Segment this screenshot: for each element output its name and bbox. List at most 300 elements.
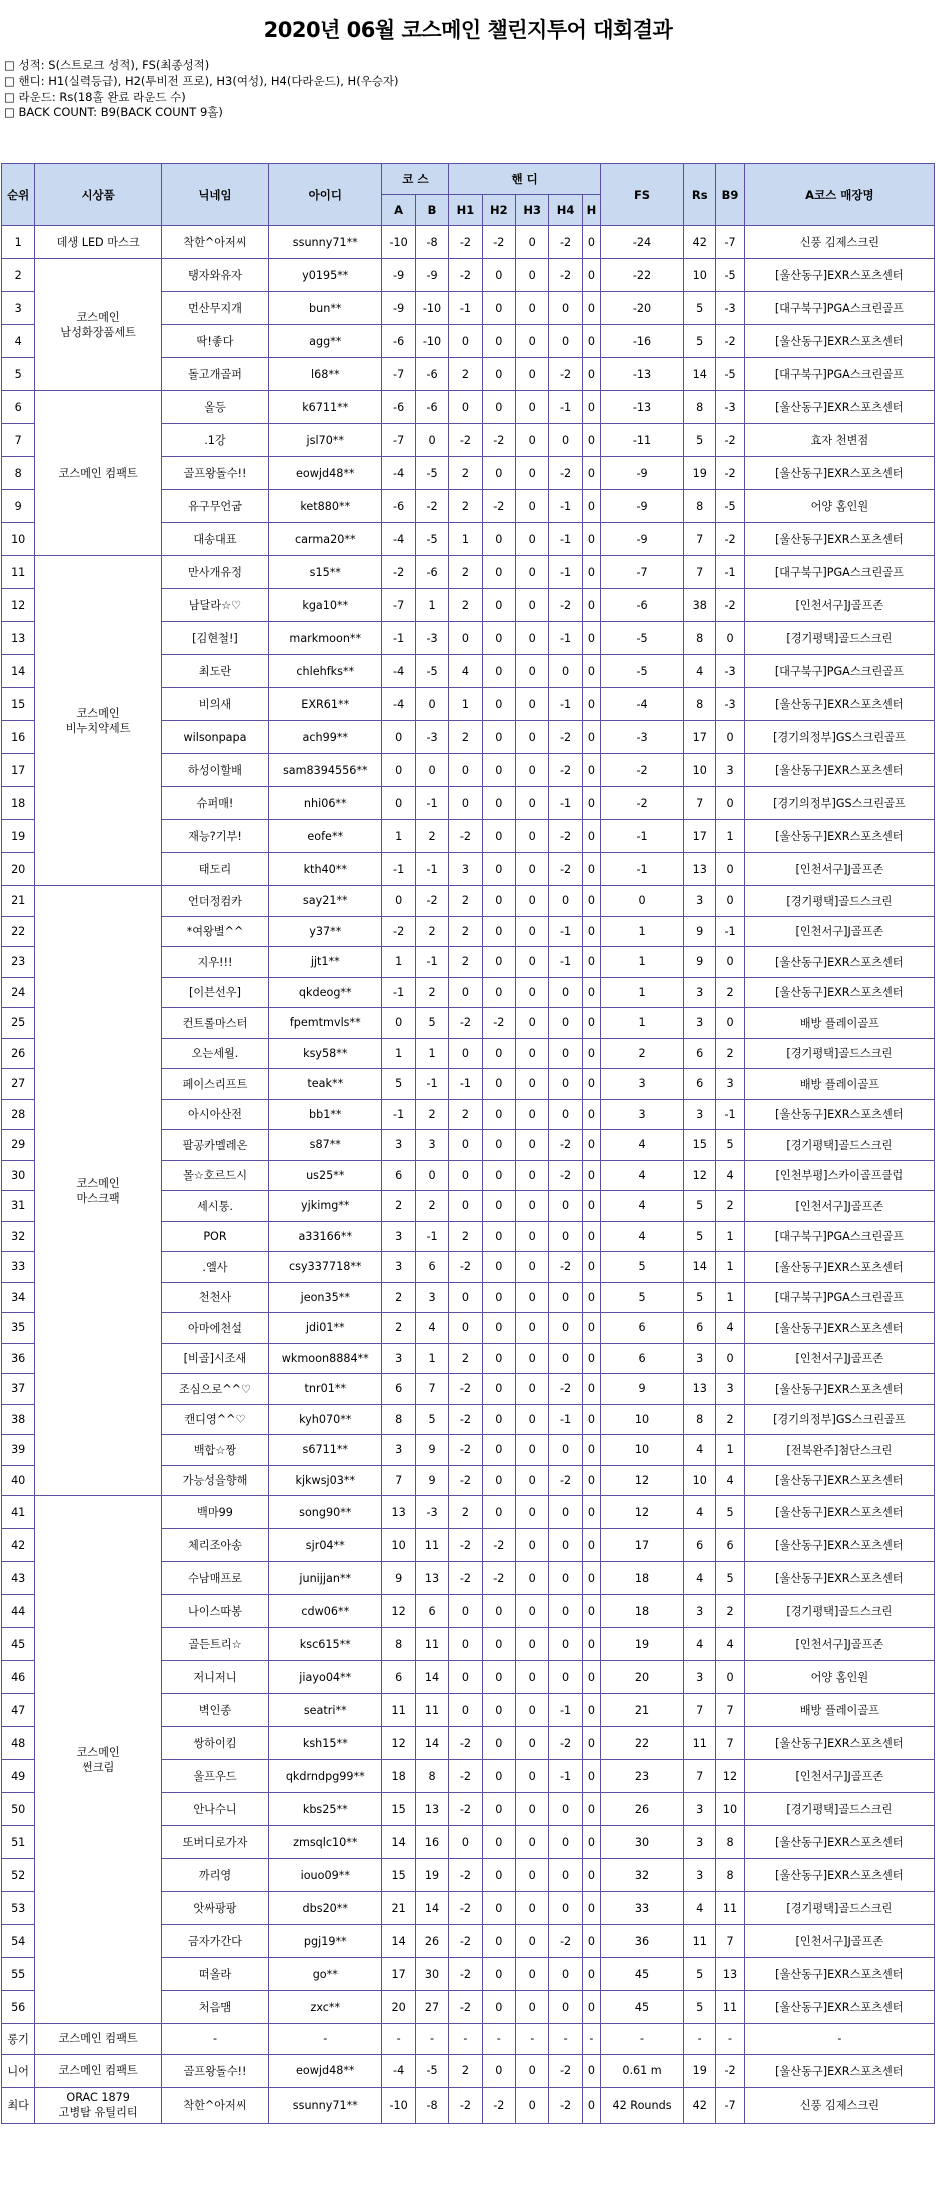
b9-cell: -5 xyxy=(716,259,744,292)
nickname-cell: 언더정컴카 xyxy=(161,886,268,917)
h2-cell: 0 xyxy=(482,1313,515,1344)
b9-cell: 5 xyxy=(716,1562,744,1595)
fs-cell: 1 xyxy=(601,947,684,978)
h-cell: 0 xyxy=(582,886,600,917)
store-cell: [울산동구]EXR스포츠센터 xyxy=(744,977,934,1008)
h1-cell: 2 xyxy=(449,947,482,978)
store-cell: [경기평택]골드스크린 xyxy=(744,1130,934,1161)
b9-cell: 0 xyxy=(716,853,744,886)
rank-cell: 31 xyxy=(2,1191,35,1222)
prize-label: 코스메인 남성화장품세트 xyxy=(60,310,136,339)
h-cell: 0 xyxy=(582,325,600,358)
h1-cell: -2 xyxy=(449,820,482,853)
id-cell: kth40** xyxy=(269,853,382,886)
store-cell: [인천서구]J골프존 xyxy=(744,1343,934,1374)
h-cell: 0 xyxy=(582,916,600,947)
b-cell: 5 xyxy=(415,1008,448,1039)
store-cell: [인천서구]J골프존 xyxy=(744,853,934,886)
h2-cell: -2 xyxy=(482,2087,515,2123)
store-cell: [인천서구]J골프존 xyxy=(744,1628,934,1661)
rank-cell: 5 xyxy=(2,358,35,391)
h4-cell: -2 xyxy=(549,2054,582,2087)
store-cell: 어양 홈인원 xyxy=(744,490,934,523)
h3-cell: 0 xyxy=(516,1313,549,1344)
rank-cell: 52 xyxy=(2,1859,35,1892)
h3-cell: 0 xyxy=(516,1991,549,2024)
rank-cell: 28 xyxy=(2,1099,35,1130)
header-b: B xyxy=(415,195,448,226)
b9-cell: -5 xyxy=(716,358,744,391)
h2-cell: - xyxy=(482,2024,515,2055)
h2-cell: 0 xyxy=(482,655,515,688)
store-cell: [울산동구]EXR스포츠센터 xyxy=(744,325,934,358)
h2-cell: 0 xyxy=(482,1099,515,1130)
a-cell: 10 xyxy=(382,1529,415,1562)
store-cell: [울산동구]EXR스포츠센터 xyxy=(744,1496,934,1529)
rank-cell: 6 xyxy=(2,391,35,424)
h4-cell: 0 xyxy=(549,1099,582,1130)
b9-cell: 2 xyxy=(716,1038,744,1069)
rank-cell: 54 xyxy=(2,1925,35,1958)
store-cell: [울산동구]EXR스포츠센터 xyxy=(744,1465,934,1496)
store-cell: [울산동구]EXR스포츠센터 xyxy=(744,1958,934,1991)
h1-cell: 2 xyxy=(449,1221,482,1252)
store-cell: [인천서구]J골프존 xyxy=(744,1925,934,1958)
fs-cell: 5 xyxy=(601,1282,684,1313)
b-cell: 2 xyxy=(415,1191,448,1222)
store-cell: 배방 플레이골프 xyxy=(744,1694,934,1727)
id-cell: iouo09** xyxy=(269,1859,382,1892)
h3-cell: 0 xyxy=(516,391,549,424)
a-cell: -7 xyxy=(382,358,415,391)
fs-cell: -11 xyxy=(601,424,684,457)
fs-cell: 12 xyxy=(601,1496,684,1529)
h4-cell: -1 xyxy=(549,1404,582,1435)
h-cell: 0 xyxy=(582,1793,600,1826)
b-cell: -1 xyxy=(415,1221,448,1252)
h-cell: 0 xyxy=(582,1130,600,1161)
rs-cell: 42 xyxy=(684,2087,716,2123)
nickname-cell: [비골]시조새 xyxy=(161,1343,268,1374)
rank-cell: 22 xyxy=(2,916,35,947)
fs-cell: 3 xyxy=(601,1099,684,1130)
nickname-cell: 앗싸팡팡 xyxy=(161,1892,268,1925)
nickname-cell: 착한^아저씨 xyxy=(161,2087,268,2123)
rs-cell: 19 xyxy=(684,2054,716,2087)
store-cell: [전북완주]첨단스크린 xyxy=(744,1435,934,1466)
h2-cell: 0 xyxy=(482,1221,515,1252)
a-cell: 18 xyxy=(382,1760,415,1793)
rank-cell: 니어 xyxy=(2,2054,35,2087)
h2-cell: 0 xyxy=(482,391,515,424)
a-cell: 3 xyxy=(382,1435,415,1466)
rs-cell: 3 xyxy=(684,1793,716,1826)
store-cell: [경기평택]골드스크린 xyxy=(744,1595,934,1628)
h3-cell: 0 xyxy=(516,1038,549,1069)
h1-cell: -2 xyxy=(449,1008,482,1039)
h3-cell: 0 xyxy=(516,1529,549,1562)
note-handicap: □ 핸디: H1(실력등급), H2(투비전 프로), H3(여성), H4(다라운드), H(우승자) xyxy=(4,73,399,88)
nickname-cell: 처음맴 xyxy=(161,1991,268,2024)
h1-cell: -2 xyxy=(449,1727,482,1760)
b-cell: -2 xyxy=(415,490,448,523)
h1-cell: 0 xyxy=(449,787,482,820)
fs-cell: -20 xyxy=(601,292,684,325)
rs-cell: - xyxy=(684,2024,716,2055)
fs-cell: 30 xyxy=(601,1826,684,1859)
b-cell: 14 xyxy=(415,1661,448,1694)
id-cell: us25** xyxy=(269,1160,382,1191)
rank-cell: 25 xyxy=(2,1008,35,1039)
id-cell: eowjd48** xyxy=(269,457,382,490)
h4-cell: -2 xyxy=(549,1727,582,1760)
b-cell: 2 xyxy=(415,820,448,853)
rank-cell: 37 xyxy=(2,1374,35,1405)
fs-cell: 4 xyxy=(601,1160,684,1191)
h2-cell: 0 xyxy=(482,1826,515,1859)
a-cell: 0 xyxy=(382,886,415,917)
fs-cell: -13 xyxy=(601,358,684,391)
rank-cell: 50 xyxy=(2,1793,35,1826)
h-cell: 0 xyxy=(582,1694,600,1727)
a-cell: 3 xyxy=(382,1221,415,1252)
b9-cell: 8 xyxy=(716,1826,744,1859)
store-cell: [인천서구]J골프존 xyxy=(744,1191,934,1222)
h4-cell: 0 xyxy=(549,1282,582,1313)
h-cell: 0 xyxy=(582,1221,600,1252)
nickname-cell: - xyxy=(161,2024,268,2055)
a-cell: -4 xyxy=(382,688,415,721)
h2-cell: 0 xyxy=(482,622,515,655)
b9-cell: 7 xyxy=(716,1727,744,1760)
header-b9: B9 xyxy=(716,164,744,226)
h4-cell: 0 xyxy=(549,1859,582,1892)
header-h3: H3 xyxy=(516,195,549,226)
rs-cell: 10 xyxy=(684,259,716,292)
b-cell: -3 xyxy=(415,622,448,655)
id-cell: k6711** xyxy=(269,391,382,424)
h2-cell: 0 xyxy=(482,820,515,853)
b9-cell: 2 xyxy=(716,1595,744,1628)
prize-cell xyxy=(35,226,161,259)
header-h: H xyxy=(582,195,600,226)
nickname-cell: 쌍하이킴 xyxy=(161,1727,268,1760)
fs-cell: 20 xyxy=(601,1661,684,1694)
h2-cell: 0 xyxy=(482,853,515,886)
store-cell: [인천서구]J골프존 xyxy=(744,916,934,947)
a-cell: -6 xyxy=(382,325,415,358)
id-cell: csy337718** xyxy=(269,1252,382,1283)
rank-cell: 40 xyxy=(2,1465,35,1496)
nickname-cell: 백합☆짱 xyxy=(161,1435,268,1466)
rs-cell: 14 xyxy=(684,358,716,391)
h2-cell: 0 xyxy=(482,1404,515,1435)
fs-cell: -6 xyxy=(601,589,684,622)
rs-cell: 3 xyxy=(684,1661,716,1694)
b-cell: -5 xyxy=(415,457,448,490)
rs-cell: 3 xyxy=(684,886,716,917)
h2-cell: 0 xyxy=(482,977,515,1008)
store-cell: [울산동구]EXR스포츠센터 xyxy=(744,259,934,292)
h3-cell: 0 xyxy=(516,787,549,820)
a-cell: 12 xyxy=(382,1727,415,1760)
id-cell: qkdrndpg99** xyxy=(269,1760,382,1793)
b9-cell: 1 xyxy=(716,1221,744,1252)
h-cell: 0 xyxy=(582,1826,600,1859)
fs-cell: 42 Rounds xyxy=(601,2087,684,2123)
a-cell: 6 xyxy=(382,1661,415,1694)
b-cell: 2 xyxy=(415,977,448,1008)
fs-cell: 12 xyxy=(601,1465,684,1496)
rank-cell: 12 xyxy=(2,589,35,622)
rank-cell: 29 xyxy=(2,1130,35,1161)
id-cell: a33166** xyxy=(269,1221,382,1252)
rs-cell: 3 xyxy=(684,977,716,1008)
rs-cell: 5 xyxy=(684,325,716,358)
b-cell: -1 xyxy=(415,787,448,820)
store-cell: 효자 천변점 xyxy=(744,424,934,457)
fs-cell: 1 xyxy=(601,916,684,947)
a-cell: 14 xyxy=(382,1925,415,1958)
h4-cell: 0 xyxy=(549,1562,582,1595)
a-cell: -4 xyxy=(382,2054,415,2087)
rank-cell: 17 xyxy=(2,754,35,787)
prize-label: 코스메인 비누치약세트 xyxy=(65,706,131,735)
store-cell: [울산동구]EXR스포츠센터 xyxy=(744,457,934,490)
h2-cell: 0 xyxy=(482,1130,515,1161)
h4-cell: 0 xyxy=(549,1892,582,1925)
h-cell: 0 xyxy=(582,947,600,978)
fs-cell: 32 xyxy=(601,1859,684,1892)
h2-cell: -2 xyxy=(482,490,515,523)
h4-cell: 0 xyxy=(549,1661,582,1694)
rs-cell: 7 xyxy=(684,556,716,589)
h-cell: 0 xyxy=(582,853,600,886)
b9-cell: 2 xyxy=(716,1191,744,1222)
h3-cell: 0 xyxy=(516,1595,549,1628)
rs-cell: 8 xyxy=(684,490,716,523)
rs-cell: 3 xyxy=(684,1343,716,1374)
h3-cell: 0 xyxy=(516,1859,549,1892)
h1-cell: -2 xyxy=(449,1859,482,1892)
h1-cell: -2 xyxy=(449,1404,482,1435)
h1-cell: -1 xyxy=(449,1069,482,1100)
h2-cell: 0 xyxy=(482,1191,515,1222)
h3-cell: 0 xyxy=(516,916,549,947)
rs-cell: 12 xyxy=(684,1160,716,1191)
id-cell: sam8394556** xyxy=(269,754,382,787)
h2-cell: 0 xyxy=(482,1069,515,1100)
h2-cell: 0 xyxy=(482,1793,515,1826)
fs-cell: -9 xyxy=(601,457,684,490)
b-cell: 11 xyxy=(415,1628,448,1661)
a-cell: 11 xyxy=(382,1694,415,1727)
fs-cell: -24 xyxy=(601,226,684,259)
h1-cell: 2 xyxy=(449,457,482,490)
h-cell: 0 xyxy=(582,1661,600,1694)
b9-cell: 7 xyxy=(716,1925,744,1958)
nickname-cell: POR xyxy=(161,1221,268,1252)
h4-cell: -1 xyxy=(549,947,582,978)
store-cell: [경기평택]골드스크린 xyxy=(744,1793,934,1826)
rank-cell: 13 xyxy=(2,622,35,655)
store-cell: [울산동구]EXR스포츠센터 xyxy=(744,1313,934,1344)
store-cell: [울산동구]EXR스포츠센터 xyxy=(744,1252,934,1283)
h3-cell: 0 xyxy=(516,1160,549,1191)
a-cell: 0 xyxy=(382,1008,415,1039)
a-cell: -6 xyxy=(382,490,415,523)
a-cell: -4 xyxy=(382,655,415,688)
h4-cell: 0 xyxy=(549,292,582,325)
h1-cell: -2 xyxy=(449,259,482,292)
rank-cell: 51 xyxy=(2,1826,35,1859)
store-cell: [울산동구]EXR스포츠센터 xyxy=(744,947,934,978)
h4-cell: -2 xyxy=(549,1160,582,1191)
b-cell: 19 xyxy=(415,1859,448,1892)
id-cell: yjkimg** xyxy=(269,1191,382,1222)
h-cell: 0 xyxy=(582,457,600,490)
rs-cell: 9 xyxy=(684,947,716,978)
h4-cell: 0 xyxy=(549,1958,582,1991)
id-cell: s87** xyxy=(269,1130,382,1161)
rank-cell: 24 xyxy=(2,977,35,1008)
h2-cell: 0 xyxy=(482,1694,515,1727)
fs-cell: 17 xyxy=(601,1529,684,1562)
rs-cell: 4 xyxy=(684,1892,716,1925)
b-cell: 14 xyxy=(415,1892,448,1925)
h4-cell: 0 xyxy=(549,977,582,1008)
h3-cell: 0 xyxy=(516,886,549,917)
h2-cell: -2 xyxy=(482,1562,515,1595)
h4-cell: 0 xyxy=(549,1628,582,1661)
rank-cell: 8 xyxy=(2,457,35,490)
note-score: □ 성적: S(스트로크 성적), FS(최종성적) xyxy=(4,58,210,72)
h2-cell: 0 xyxy=(482,886,515,917)
rank-cell: 7 xyxy=(2,424,35,457)
header-handicap: 핸 디 xyxy=(449,164,601,195)
h3-cell: 0 xyxy=(516,226,549,259)
b9-cell: 0 xyxy=(716,787,744,820)
h-cell: 0 xyxy=(582,1069,600,1100)
a-cell: 3 xyxy=(382,1343,415,1374)
b9-cell: -1 xyxy=(716,916,744,947)
a-cell: 20 xyxy=(382,1991,415,2024)
id-cell: kga10** xyxy=(269,589,382,622)
rs-cell: 14 xyxy=(684,1252,716,1283)
rs-cell: 8 xyxy=(684,622,716,655)
b9-cell: 11 xyxy=(716,1892,744,1925)
h4-cell: 0 xyxy=(549,655,582,688)
nickname-cell: 골프왕돌수!! xyxy=(161,457,268,490)
rank-cell: 49 xyxy=(2,1760,35,1793)
rank-cell: 15 xyxy=(2,688,35,721)
h3-cell: 0 xyxy=(516,457,549,490)
header-a: A xyxy=(382,195,415,226)
b-cell: 27 xyxy=(415,1991,448,2024)
a-cell: -10 xyxy=(382,226,415,259)
h-cell: 0 xyxy=(582,1859,600,1892)
h2-cell: 0 xyxy=(482,292,515,325)
b9-cell: - xyxy=(716,2024,744,2055)
b9-cell: -5 xyxy=(716,490,744,523)
nickname-cell: 떠올라 xyxy=(161,1958,268,1991)
fs-cell: 1 xyxy=(601,1008,684,1039)
h1-cell: 0 xyxy=(449,1694,482,1727)
nickname-cell: 비의새 xyxy=(161,688,268,721)
nickname-cell: 천천사 xyxy=(161,1282,268,1313)
legend-notes xyxy=(4,58,399,121)
rs-cell: 13 xyxy=(684,853,716,886)
fs-cell: 10 xyxy=(601,1435,684,1466)
store-cell: [경기평택]골드스크린 xyxy=(744,1038,934,1069)
nickname-cell: 아마에천설 xyxy=(161,1313,268,1344)
fs-cell: -2 xyxy=(601,754,684,787)
b9-cell: 2 xyxy=(716,977,744,1008)
h1-cell: 2 xyxy=(449,589,482,622)
b9-cell: -3 xyxy=(716,655,744,688)
store-cell: [울산동구]EXR스포츠센터 xyxy=(744,1826,934,1859)
store-cell: [울산동구]EXR스포츠센터 xyxy=(744,688,934,721)
h3-cell: 0 xyxy=(516,853,549,886)
h3-cell: 0 xyxy=(516,1727,549,1760)
h-cell: 0 xyxy=(582,655,600,688)
h-cell: 0 xyxy=(582,589,600,622)
h4-cell: -2 xyxy=(549,259,582,292)
nickname-cell: 컨트롤마스터 xyxy=(161,1008,268,1039)
fs-cell: 5 xyxy=(601,1252,684,1283)
rank-cell: 19 xyxy=(2,820,35,853)
nickname-cell: 만사개유정 xyxy=(161,556,268,589)
id-cell: dbs20** xyxy=(269,1892,382,1925)
h1-cell: -2 xyxy=(449,1252,482,1283)
h1-cell: 2 xyxy=(449,358,482,391)
rs-cell: 7 xyxy=(684,1760,716,1793)
header-h4: H4 xyxy=(549,195,582,226)
a-cell: - xyxy=(382,2024,415,2055)
nickname-cell: 몰☆호르드시 xyxy=(161,1160,268,1191)
h3-cell: 0 xyxy=(516,1282,549,1313)
rank-cell: 10 xyxy=(2,523,35,556)
nickname-cell: 하성이할배 xyxy=(161,754,268,787)
h1-cell: -2 xyxy=(449,1925,482,1958)
h3-cell: 0 xyxy=(516,2054,549,2087)
h2-cell: 0 xyxy=(482,721,515,754)
a-cell: -9 xyxy=(382,292,415,325)
h-cell: 0 xyxy=(582,358,600,391)
rank-cell: 32 xyxy=(2,1221,35,1252)
h3-cell: 0 xyxy=(516,1404,549,1435)
h3-cell: 0 xyxy=(516,754,549,787)
h1-cell: 0 xyxy=(449,622,482,655)
h-cell: 0 xyxy=(582,523,600,556)
rs-cell: 7 xyxy=(684,787,716,820)
id-cell: - xyxy=(269,2024,382,2055)
h1-cell: -2 xyxy=(449,226,482,259)
page-title: 2020년 06월 코스메인 챌린지투어 대회결과 xyxy=(263,18,673,42)
store-cell: [대구북구]PGA스크린골프 xyxy=(744,292,934,325)
store-cell: [울산동구]EXR스포츠센터 xyxy=(744,1374,934,1405)
h-cell: 0 xyxy=(582,1465,600,1496)
b-cell: 7 xyxy=(415,1374,448,1405)
special-award-row xyxy=(2,2087,935,2123)
h2-cell: 0 xyxy=(482,1343,515,1374)
rs-cell: 4 xyxy=(684,1435,716,1466)
id-cell: fpemtmvls** xyxy=(269,1008,382,1039)
store-cell: [울산동구]EXR스포츠센터 xyxy=(744,391,934,424)
id-cell: ksy58** xyxy=(269,1038,382,1069)
id-cell: jjt1** xyxy=(269,947,382,978)
fs-cell: 10 xyxy=(601,1404,684,1435)
